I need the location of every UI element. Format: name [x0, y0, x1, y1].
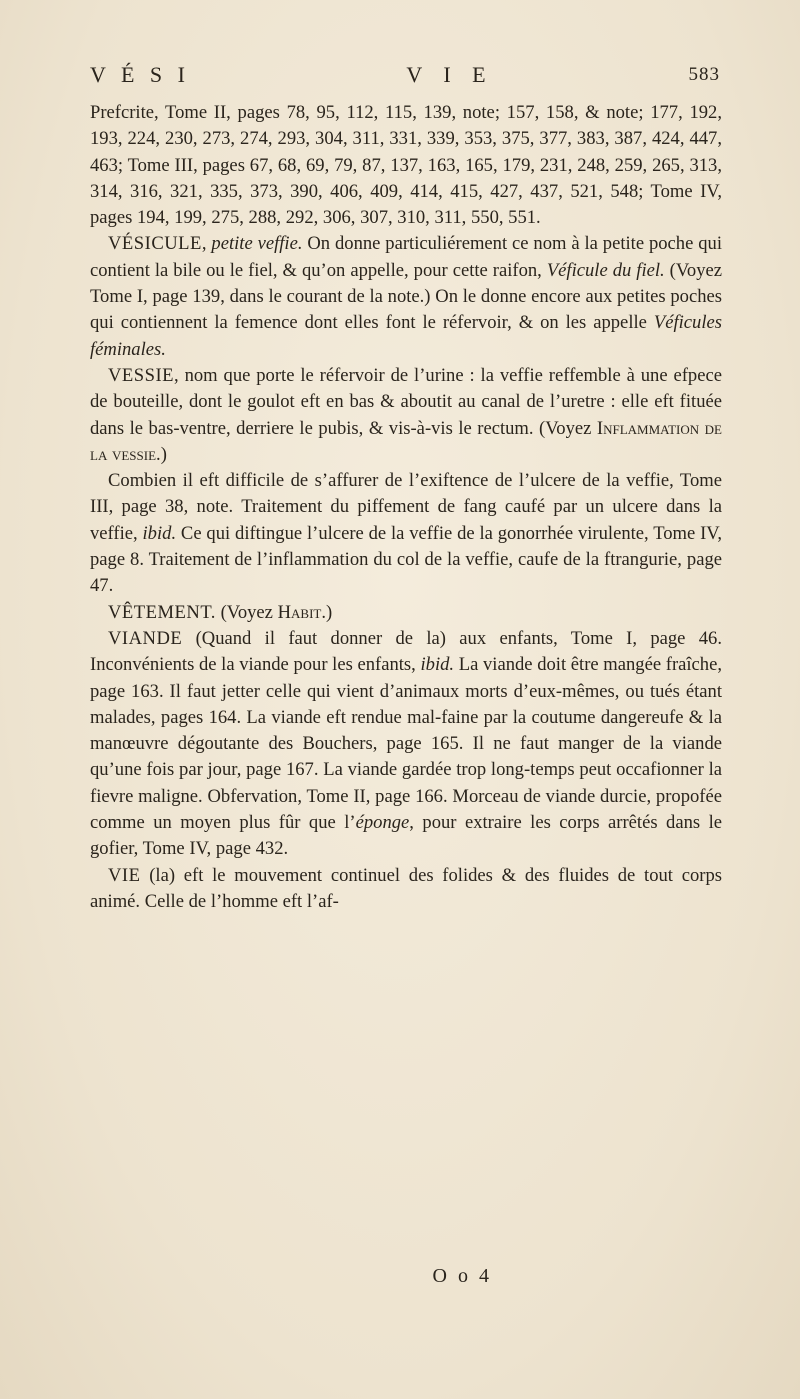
signature-mark [90, 1265, 722, 1288]
entry-vetement [90, 600, 722, 626]
entry-text: ) [160, 443, 167, 465]
entry-text: , pour extraire les corps arrêtés dans le gofier, Tome IV, page 432. [90, 812, 723, 860]
index-text [90, 100, 722, 915]
header-left-word: V É S I [90, 62, 190, 87]
entry-text: (Quand il faut donner de la) aux enfants, Tome I, page 46. Inconvénients de la viande pour les enfants, [90, 627, 722, 676]
entry-text: (Voyez Tome I, page 139, dans le courant de la note.) On le donne encore aux petites poches qui contiennent la femence dont elles font le réfervoir, & on les appelle [90, 259, 722, 334]
entry-text: Prefcrite, Tome II, pages 78, 95, 112, 115, 139, note; 157, 158, & note; 177, 192, 193, 224, 230, 273, 274, 293, 304, 311, 331, 339, 353, 375, 377, 383, 387, 424, 447, 463; Tome III, pages 67, 68, 69, 79, 87, 137, 163, 165, 179, 231, 248, 259, 265, 313, 314, 316, 321, 335, 373, 390, 406, 409, 414, 415, 427, 437, 521, 548; Tome IV, pages 194, 199, 275, 288, 292, 306, 307, 310, 311, 550, 551. [90, 102, 722, 229]
entry-gloss: petite veffie. [211, 233, 303, 255]
running-header [90, 62, 720, 92]
entry-vie [90, 863, 722, 916]
entry-text: (Voyez [215, 601, 278, 623]
cross-reference: Inflammation de la vessie. [90, 417, 722, 465]
entry-italic: Véficules féminales. [90, 312, 722, 360]
entry-prescrite [90, 100, 722, 231]
entry-italic: éponge [355, 812, 410, 834]
entry-term: VESSIE [108, 364, 175, 386]
entry-text: Ce qui diftingue l’ulcere de la veffie de la gonorrhée virulente, Tome IV, page 8. Traitement de l’inflammation du col de la veffie, caufe de la ftrangurie, page 47. [90, 522, 722, 597]
page-number: 583 [688, 64, 720, 85]
entry-text: (la) eft le mouvement continuel des folides & des fluides de tout corps animé. Celle de l’homme eft l’af- [90, 864, 722, 912]
entry-italic: ibid. [420, 654, 455, 676]
entry-text: , nom que porte le réfervoir de l’urine : la veffie reffemble à une efpece de bouteille, dont le goulot eft en bas & aboutit au canal de l’uretre : elle eft fituée dans le bas-ventre, derriere le pubis, & vis-à-vis le rectum. (Voyez [90, 364, 722, 439]
header-center-word: V I E [406, 62, 494, 87]
entry-term: VIANDE [108, 627, 183, 649]
entry-italic: Véficule du fiel. [546, 259, 665, 281]
signature-text: O o 4 [432, 1265, 492, 1287]
entry-vessie [90, 363, 722, 468]
entry-text: La viande doit être mangée fraîche, page 163. Il faut jetter celle qui vient d’animaux morts d’eux-mêmes, ou tués étant malades, pages 164. La viande eft rendue mal-faine par la coutume dangereufe & la manœuvre dégoutante des Bouchers, page 165. Il ne faut manger de la viande qu’une fois par jour, page 167. La viande gardée trop long-temps peut occafionner la fievre maligne. Obfervation, Tome II, page 166. Morceau de viande durcie, propofée comme un moyen plus fûr que l’ [90, 654, 723, 834]
entry-viande [90, 626, 722, 863]
entry-text: ) [325, 601, 333, 623]
entry-term: VÊTEMENT. [108, 601, 216, 623]
entry-term: VÉSICULE [108, 233, 202, 255]
entry-vesicule: VÉSICULE, petite veffie. On donne particuliérement ce nom à la petite poche qui contient la bile ou le fiel, & qu’on appelle, pour cette raifon, Véficule du fiel. (Voyez Tome I, page 139, dans le courant de la note.) On le donne encore aux petites poches qui contiennent la femence dont elles font le réfervoir, & on les appelle Véficules féminales. [90, 233, 723, 360]
entry-text: Combien il eft difficile de s’affurer de l’exiftence de l’ulcere de la veffie, Tome III, page 38, note. Traitement du piffement de fang caufé par un ulcere dans la veffie, [90, 470, 722, 544]
entry-italic: ibid. [142, 522, 177, 544]
entry-combien [90, 468, 722, 599]
entry-term: VIE [108, 864, 141, 886]
entry-text: On donne particuliérement ce nom à la petite poche qui contient la bile ou le fiel, & qu’on appelle, pour cette raifon, [90, 233, 723, 281]
cross-reference: Habit. [277, 601, 326, 623]
